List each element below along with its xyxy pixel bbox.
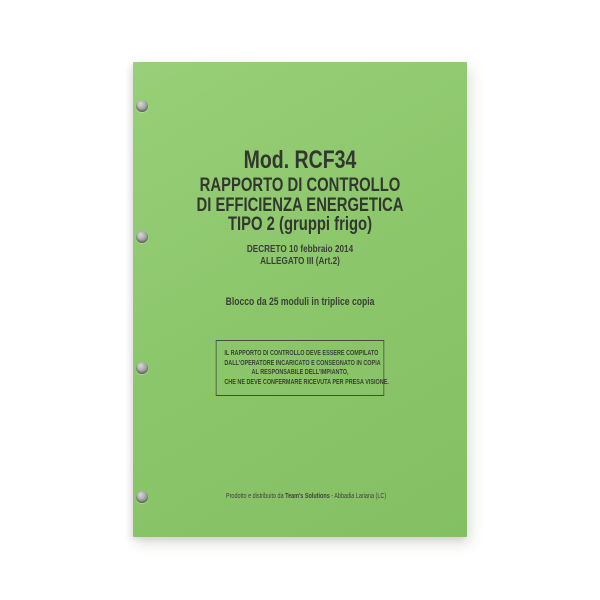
title-block <box>170 146 431 268</box>
notice-line-3: AL RESPONSABILE DELL'IMPIANTO, <box>251 369 349 376</box>
printed-cover-content <box>170 62 431 537</box>
pad-description: Blocco da 25 moduli in triplice copia <box>225 296 375 308</box>
decree-reference <box>170 243 431 268</box>
producer-brand: Team's Solutions <box>285 493 330 500</box>
green-form-pad-cover <box>133 62 467 537</box>
punch-hole-4 <box>136 491 148 503</box>
title-line-2: DI EFFICIENZA ENERGETICA <box>196 194 404 216</box>
notice-line-1: IL RAPPORTO DI CONTROLLO DEVE ESSERE COMPILATO <box>224 350 379 357</box>
document-title <box>170 176 431 235</box>
title-line-3: TIPO 2 (gruppi frigo) <box>227 214 373 235</box>
model-number: Mod. RCF34 <box>243 146 357 174</box>
notice-line-4: CHE NE DEVE CONFERMARE RICEVUTA PER PRESA VISIONE. <box>224 378 389 386</box>
punch-hole-3 <box>136 362 148 374</box>
notice-box <box>216 340 389 396</box>
producer-credit <box>170 486 431 507</box>
decree-line-2: ALLEGATO III (Art.2) <box>260 255 340 267</box>
punch-hole-1 <box>136 100 148 112</box>
title-line-1: RAPPORTO DI CONTROLLO <box>199 175 401 196</box>
notice-wrapper <box>170 340 431 396</box>
decree-line-1: DECRETO 10 febbraio 2014 <box>246 242 354 255</box>
producer-credit-suffix: - Abbadia Lariana (LC) <box>329 493 387 500</box>
notice-line-2: DALL'OPERATORE INCARICATO E CONSEGNATO IN COPIA <box>224 359 381 367</box>
punch-hole-2 <box>136 231 148 243</box>
producer-credit-prefix: Prodotto e distribuito da <box>225 493 286 500</box>
